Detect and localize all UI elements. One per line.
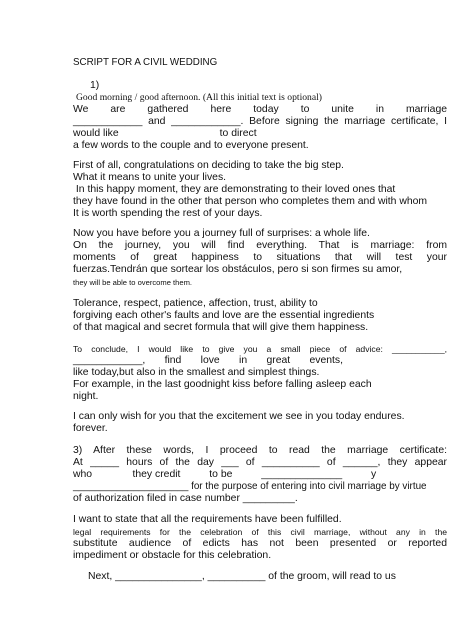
certificate-line: who they credit to be ______________ y [73, 469, 377, 480]
greeting-line: Good morning / good afternoon. (All this initial text is optional) [76, 92, 322, 103]
advice-line: To conclude, I would like to give you a small piece of advice: ___________, [73, 344, 447, 354]
journey-line: they will be able to overcome them. [73, 278, 193, 287]
tolerance-line: forgiving each other's faults and love are the essential ingredients [73, 310, 375, 321]
advice-line: night. [73, 391, 99, 402]
advice-line: like today,but also in the smallest and simplest things. [73, 367, 320, 378]
wish-line: forever. [73, 423, 108, 434]
journey-line: moments of great happiness to situations that will test your [73, 252, 447, 263]
closing-line: Next, _______________, __________ of the groom, will read to us [88, 571, 396, 582]
opening-line: ____________ and ____________. Before signing the marriage certificate, I [73, 116, 447, 127]
opening-line: a few words to the couple and to everyone present. [73, 140, 309, 151]
congrats-line: What it means to unite your lives. [73, 172, 227, 183]
requirements-line: I want to state that all the requirements have been fulfilled. [73, 514, 342, 525]
advice-line: For example, in the last goodnight kiss before falling asleep each [73, 379, 372, 390]
requirements-line: legal requirements for the celebration of this civil marriage, without any in the [73, 527, 447, 537]
certificate-line: At _____ hours of the day ___ of __________ of ______, they appear [73, 457, 447, 468]
congrats-line: It is worth spending the rest of your days. [73, 208, 263, 219]
advice-line: ____________, find love in great events, [73, 355, 343, 366]
certificate-line: 3) After these words, I proceed to read the marriage certificate: [73, 445, 447, 456]
tolerance-line: Tolerance, respect, patience, affection, trust, ability to [73, 298, 318, 309]
document-title: SCRIPT FOR A CIVIL WEDDING [73, 57, 218, 68]
opening-line: would like to direct [73, 128, 257, 139]
requirements-line: impediment or obstacle for this celebration. [73, 550, 272, 561]
congrats-line: First of all, congratulations on deciding to take the big step. [73, 160, 344, 171]
tolerance-line: of that magical and secret formula that will give them happiness. [73, 322, 369, 333]
congrats-line: In this happy moment, they are demonstrating to their loved ones that [73, 184, 396, 195]
certificate-line: of authorization filed in case number _________. [73, 493, 298, 504]
requirements-line: substitute audience of edicts has not been presented or reported [73, 538, 447, 549]
congrats-line: they have found in the other that person who completes them and with whom [73, 196, 428, 207]
section-number: 1) [90, 80, 100, 91]
certificate-line: _____________________ for the purpose of entering into civil marriage by virtue [73, 481, 427, 492]
journey-line: Now you have before you a journey full of surprises: a whole life. [73, 228, 370, 239]
journey-line: fuerzas.Tendrán que sortear los obstáculos, pero si son firmes su amor, [73, 264, 403, 275]
wish-line: I can only wish for you that the excitement we see in you today endures. [73, 411, 405, 422]
journey-line: On the journey, you will find everything. That is marriage: from [73, 240, 447, 251]
opening-line: We are gathered here today to unite in marriage [73, 104, 447, 115]
